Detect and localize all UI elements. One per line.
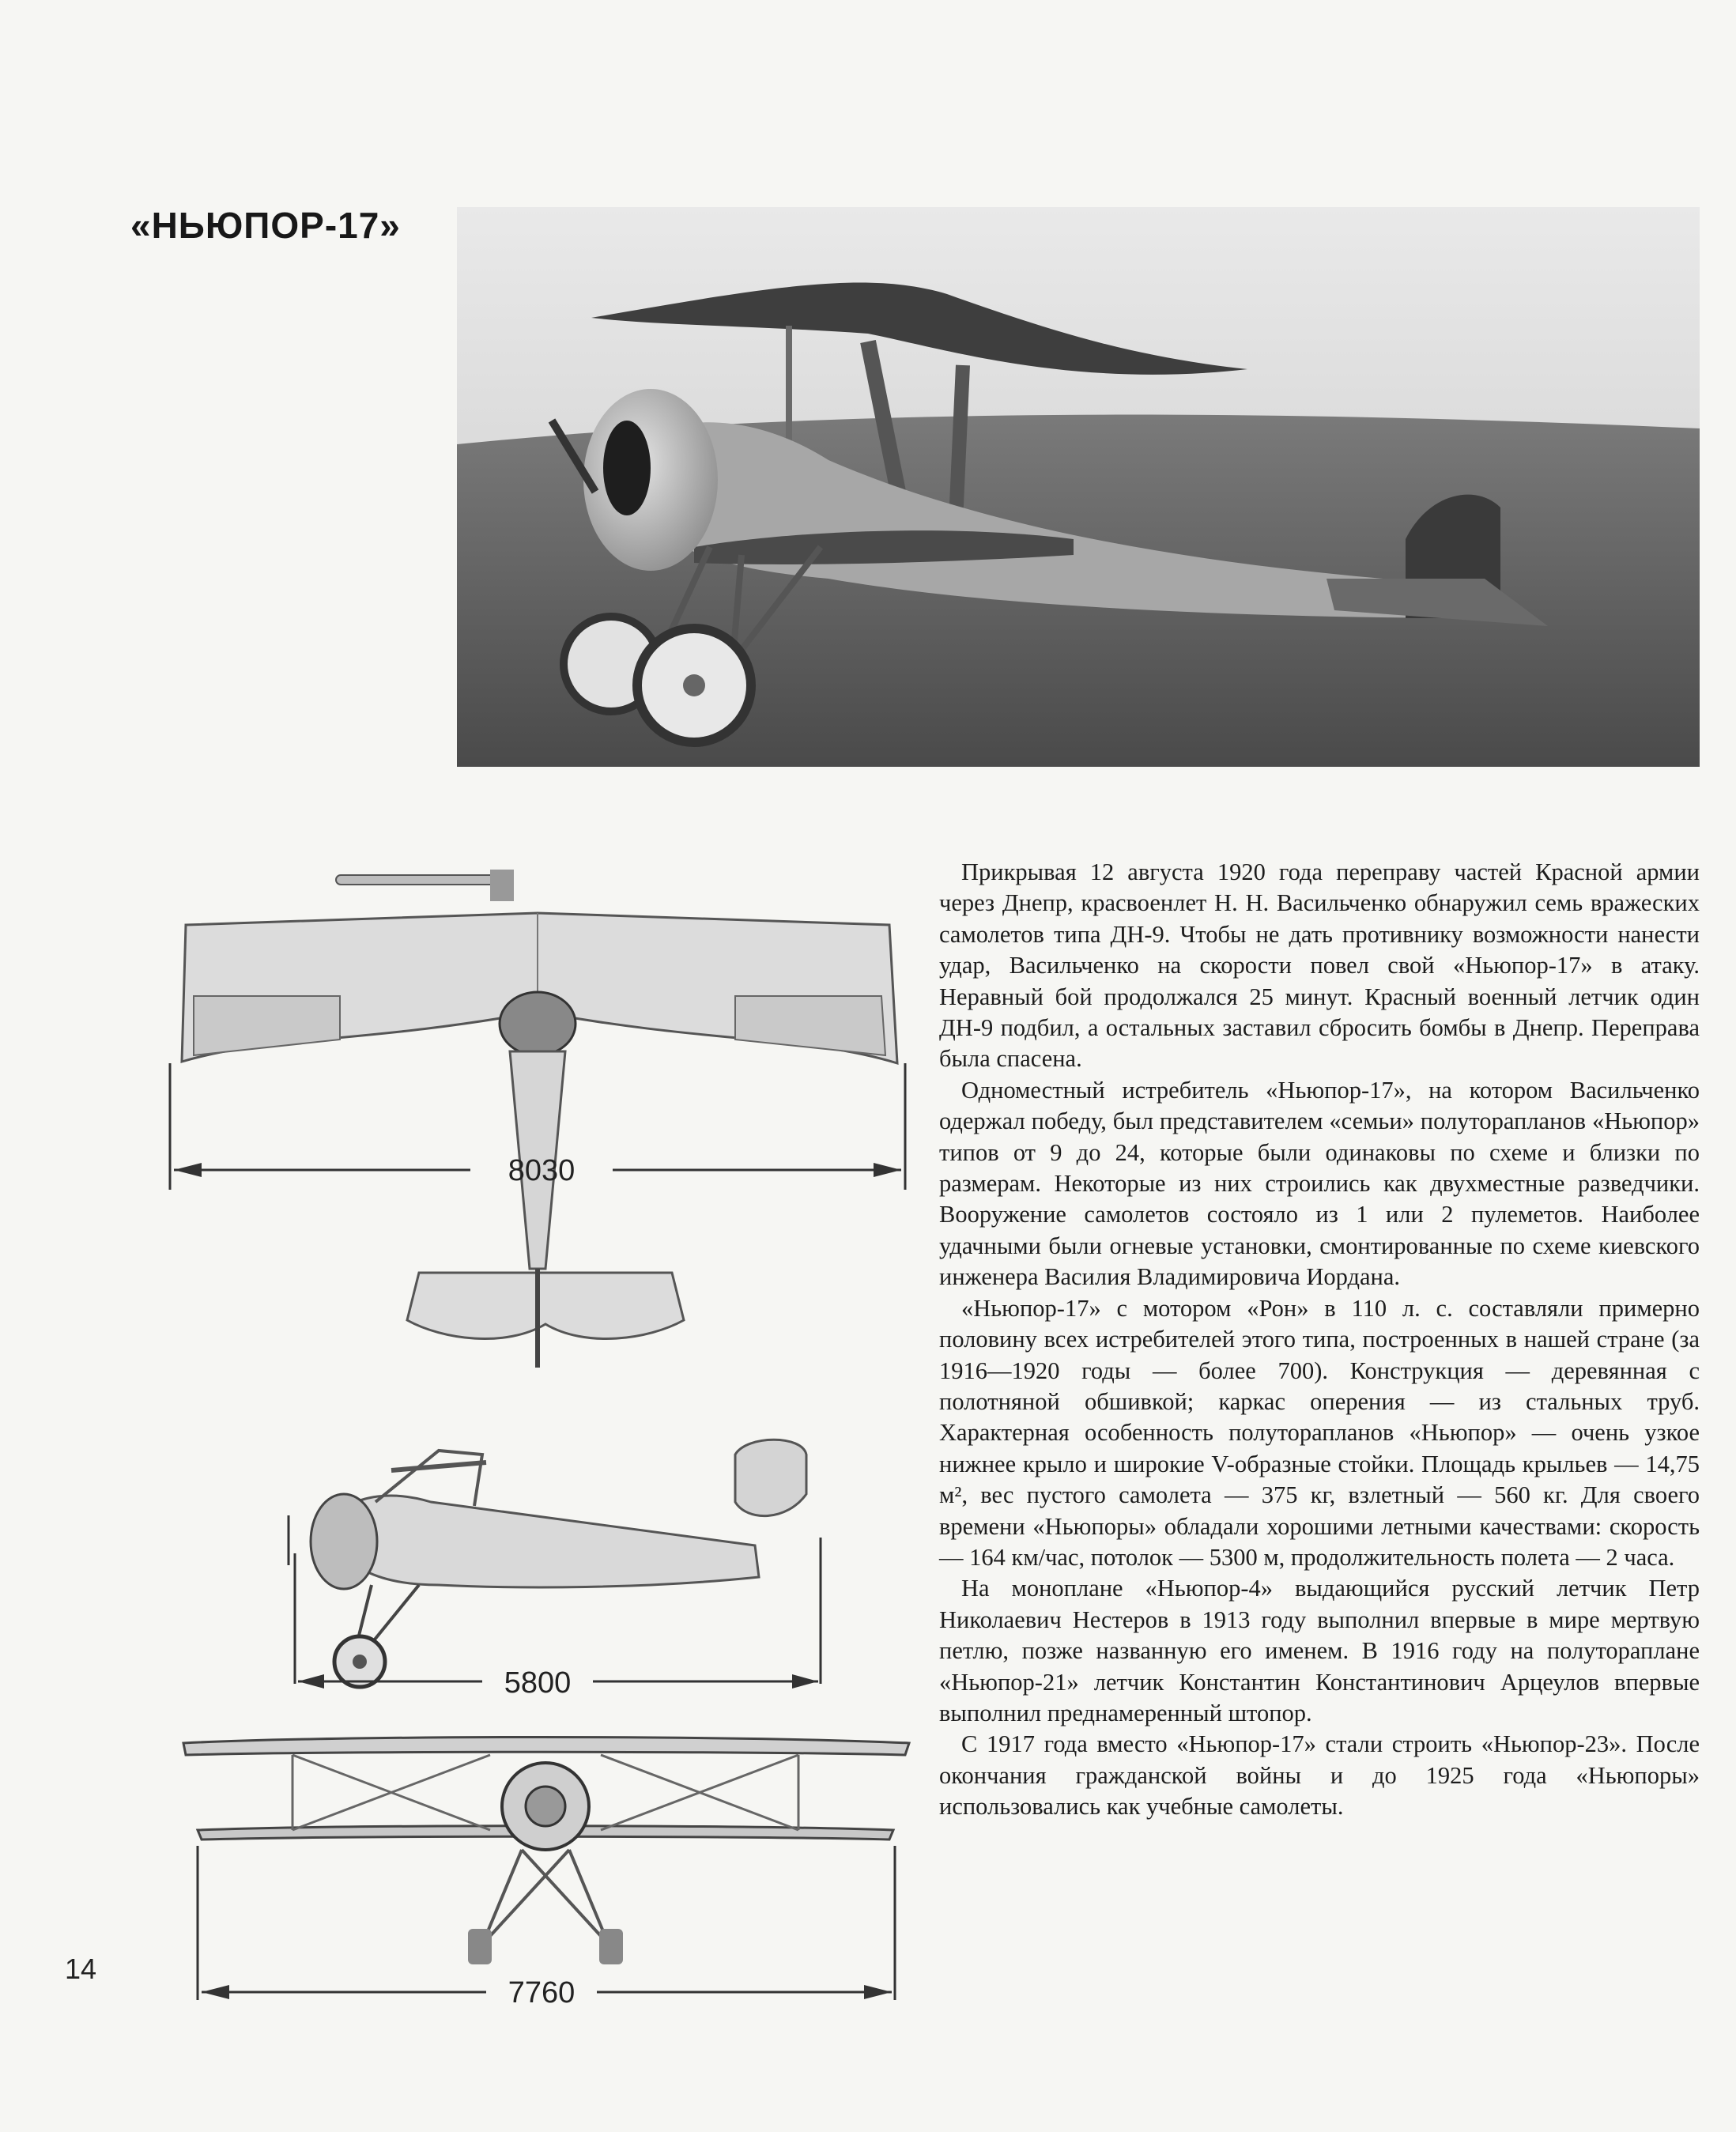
dimension-label-7760: 7760 bbox=[508, 1976, 576, 2009]
paragraph-1: Прикрывая 12 августа 1920 года переправу частей Красной армии через Днепр, красвоенлет Н. Н. Васильченко обнаружил семь вражеских самолетов типа ДН-9. Чтобы не дать противнику возможности нанести удар, Васильченко на скорости повел свой «Ньюпор-17» в атаку. Неравный бой продолжался 25 минут. Красный военный летчик один ДН-9 подбил, а остальных заставил сбросить бомбы в Днепр. Переправа была спасена. bbox=[939, 858, 1700, 1073]
top-view-drawing bbox=[158, 858, 917, 1383]
paragraph-4: На моноплане «Ньюпор-4» выдающийся русский летчик Петр Николаевич Нестеров в 1913 году выполнил впервые в мире мертвую петлю, позже названную его именем. В 1916 году на полутораплане «Ньюпор-21» летчик Константин Константинович Арцеулов впервые выполнил преднамеренный штопор. bbox=[939, 1575, 1700, 1726]
article-title: «НЬЮПОР-17» bbox=[130, 205, 401, 246]
side-view-drawing bbox=[281, 1427, 834, 1700]
dimension-label-8030: 8030 bbox=[508, 1154, 576, 1187]
paragraph-5: С 1917 года вместо «Ньюпор-17» стали строить «Ньюпор-23». После окончания гражданской войны и до 1925 года «Ньюпоры» использовались как учебные самолеты. bbox=[939, 1730, 1700, 1821]
paragraph-2: Одноместный истребитель «Ньюпор-17», на котором Васильченко одержал победу, был представителем «семьи» полуторапланов «Ньюпор» типов от 9 до 24, которые были одинаковы по схеме и близки по размерам. Некоторые из них строились как двухместные разведчики. Вооружение самолетов состояло из 1 или 2 пулеметов. Наиболее удачными были огневые установки, смонтированные по схеме киевского инженера Василия Владимировича Иордана. bbox=[939, 1076, 1700, 1291]
dimension-label-5800: 5800 bbox=[504, 1666, 572, 1700]
article-body bbox=[939, 857, 1700, 1823]
front-view-drawing bbox=[174, 1719, 917, 2012]
paragraph-3: «Ньюпор-17» с мотором «Рон» в 110 л. с. составляли примерно половину всех истребителей этого типа, построенных в нашей стране (за 1916—1920 годы — более 700). Конструкция — деревянная с полотняной обшивкой; каркас оперения — из стальных труб. Характерная особенность полуторапланов «Ньюпор» — очень узкое нижнее крыло и широкие V-образные стойки. Площадь крыльев — 14,75 м², вес пустого самолета — 375 кг, взлетный — 560 кг. Для своего времени «Ньюпоры» обладали хорошими летными качествами: скорость — 164 км/час, потолок — 5300 м, продолжительность полета — 2 часа. bbox=[939, 1294, 1700, 1571]
page-number: 14 bbox=[65, 1953, 97, 1985]
aircraft-photo bbox=[457, 207, 1700, 767]
